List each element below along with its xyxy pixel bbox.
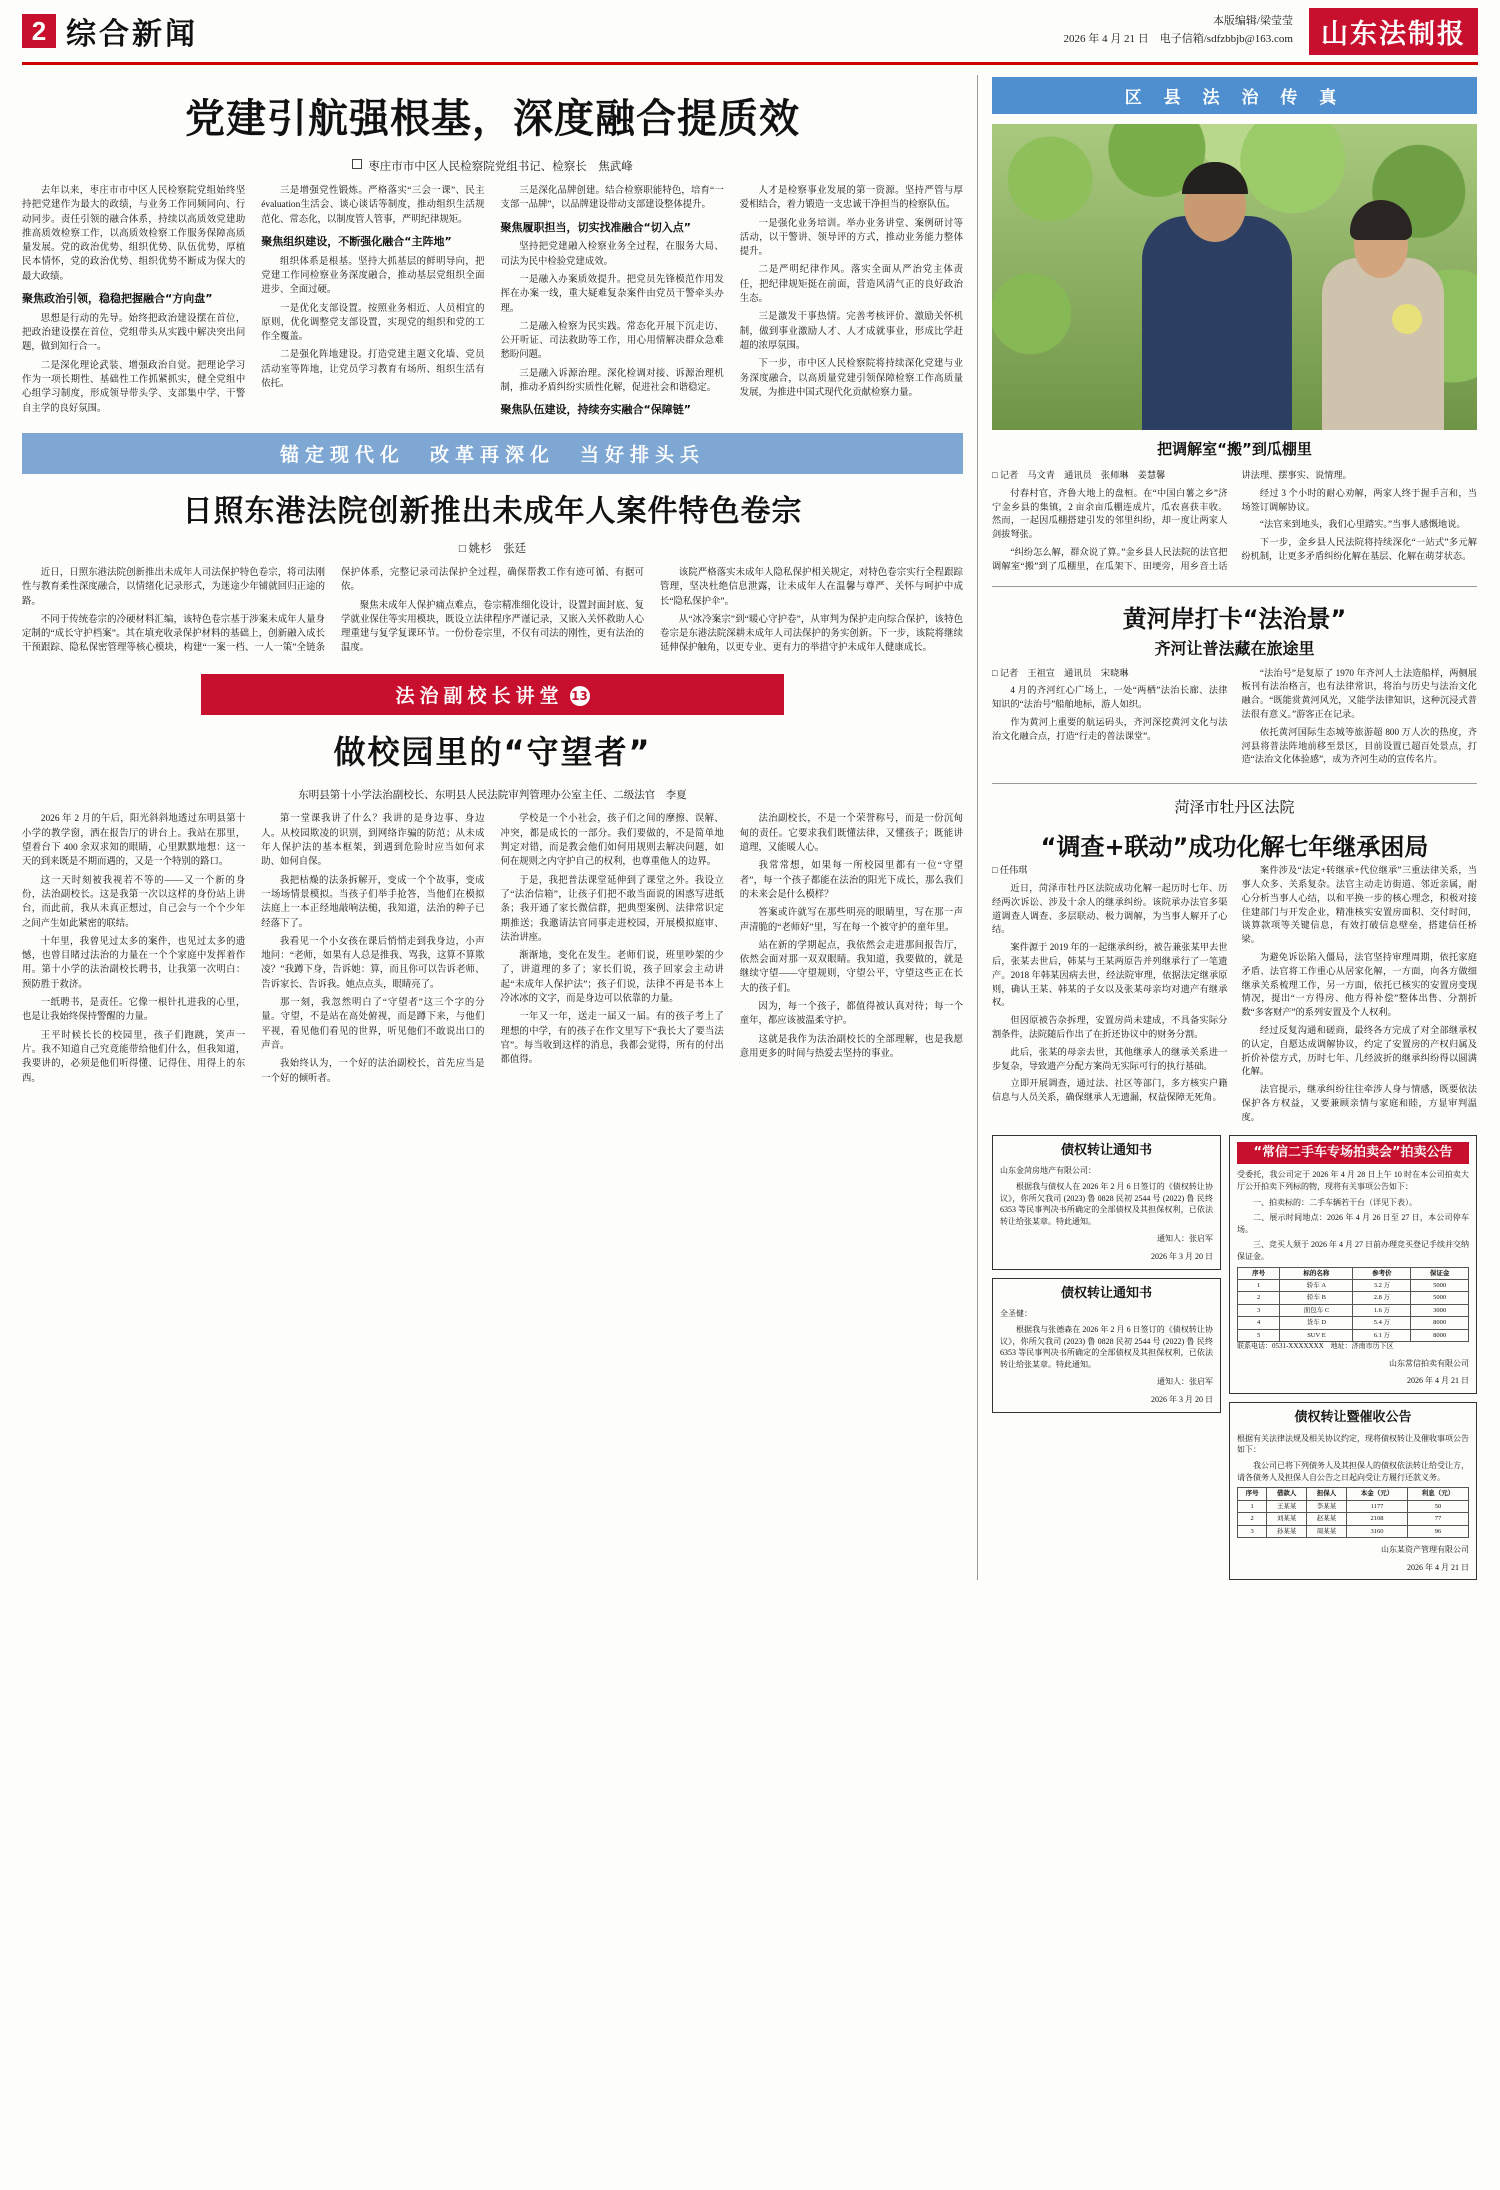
cell: 3160 xyxy=(1346,1525,1407,1537)
cell: 轿车 B xyxy=(1280,1292,1353,1304)
lead-article-body xyxy=(22,184,963,419)
column-header: 担保人 xyxy=(1307,1488,1347,1500)
cell: 3.2 万 xyxy=(1353,1279,1411,1291)
paragraph: 我看见一个小女孩在课后悄悄走到我身边，小声地问：“老师，如果有人总是推我、骂我，这算不算欺凌？”我蹲下身，告诉她：算，而且你可以告诉老师、告诉家长、告诉我。她点点头，眼睛亮了。 xyxy=(261,936,485,990)
story-two-reporters: □ 记者 王祖宣 通讯员 宋晓琳 xyxy=(992,667,1129,678)
ad-date: 2026 年 4 月 21 日 xyxy=(1407,1562,1469,1572)
ad-date: 2026 年 4 月 21 日 xyxy=(1407,1376,1469,1386)
paragraph: 组织体系是根基。坚持大抓基层的鲜明导向，把党建工作同检察业务深度融合，推动基层党组织全面进步、全面过硬。 xyxy=(261,256,485,296)
paragraph: 该院严格落实未成年人隐私保护相关规定，对特色卷宗实行全程跟踪管理，坚决杜绝信息泄露，让未成年人在温馨与尊严、关怀与呵护中成长“隐私保护伞”。 xyxy=(660,568,963,607)
cell: 1 xyxy=(1237,1279,1279,1291)
masthead-editor: 本版编辑/梁莹莹 xyxy=(1212,15,1293,28)
paragraph: 那一刻，我忽然明白了“守望者”这三个字的分量。守望，不是站在高处俯视，而是蹲下来，与他们平视，看见他们看见的世界，听见他们不敢说出口的声音。 xyxy=(261,998,485,1051)
paragraph: 二是严明纪律作风。落实全面从严治党主体责任，把纪律规矩挺在前面，营造风清气正的良好政治生态。 xyxy=(739,265,963,305)
ad-signature: 山东某资产管理有限公司 xyxy=(1381,1544,1469,1554)
paragraph: 一是优化支部设置。按照业务相近、人员相宜的原则，优化调整党支部设置，实现党的组织和党的工作全覆盖。 xyxy=(261,303,485,343)
table-row xyxy=(1237,1304,1468,1316)
paragraph: 近日，日照东港法院创新推出未成年人司法保护特色卷宗，将司法刚性与教育柔性深度融合，以情绪化记录形式，为迷途少年铺就回归正途的路。 xyxy=(22,568,325,607)
ad-title: 债权转让通知书 xyxy=(1060,1142,1152,1158)
subheading: 聚焦政治引领，稳稳把握融合“方向盘” xyxy=(22,292,213,306)
paragraph: 王平时候长长的校园里，孩子们跑跳，笑声一片。我不知道自己究竟能带给他们什么，但我知道，我要讲的，必须是他们听得懂、记得住、用得上的东西。 xyxy=(22,1030,246,1084)
paragraph: 这就是我作为法治副校长的全部理解，也是我愿意用更多的时间与热爱去坚持的事业。 xyxy=(739,1034,963,1059)
paragraph: 答案或许就写在那些明亮的眼睛里，写在那一声声清脆的“老师好”里，写在每一个被守护的童年里。 xyxy=(739,908,963,933)
news-photo xyxy=(992,124,1477,430)
cell: SUV E xyxy=(1280,1329,1353,1341)
paragraph: 三是激发干事热情。完善考核评价、激励关怀机制，做到事业激励人才、人才成就事业，形成比学赶超的浓厚氛围。 xyxy=(739,312,963,351)
lead-byline-text: 枣庄市市中区人民检察院党组书记、检察长 焦武峰 xyxy=(368,161,633,173)
ad-date: 2026 年 3 月 20 日 xyxy=(1150,1251,1213,1261)
right-story-three xyxy=(992,864,1477,1124)
paragraph: 案件源于 2019 年的一起继承纠纷，被告兼张某甲去世后，张某去世后，韩某与王某两原告并列继承行了一笔遗产。2018 年韩某因病去世，经法院审理，依据法定继承原则，确认王某、韩某的子女以及张某母亲均对遗产有继承权。 xyxy=(992,942,1228,1008)
cell: 孙某某 xyxy=(1267,1525,1307,1537)
ad-title: “常信二手车专场拍卖会”拍卖公告 xyxy=(1237,1142,1469,1165)
cell: 5000 xyxy=(1411,1292,1469,1304)
table-row xyxy=(1237,1500,1468,1512)
cell: 2.8 万 xyxy=(1353,1292,1411,1304)
table-row xyxy=(1237,1329,1468,1341)
table-header-row xyxy=(1237,1488,1468,1500)
ad-line: 全圣健： xyxy=(1000,1309,1032,1319)
paragraph: 为避免诉讼陷入僵局，法官坚持审理周期，依托家庭矛盾、法官将工作重心从居家化解，一方面，向各方做细继承关系梳理工作，另一方面，依托已核实的安置房变现情况，提出“一方得房、他方得补偿”整体出售、分割折数“多客财产”的系列安置及个人权利。 xyxy=(1241,951,1477,1018)
cell: 3 xyxy=(1237,1304,1279,1316)
paragraph: 我把枯燥的法条拆解开，变成一个个故事，变成一场场情景模拟。当孩子们举手抢答，当他们在模拟法庭上一本正经地敲响法槌，我知道，法治的种子已经落下了。 xyxy=(261,875,485,929)
ad-line: 根据有关法律法规及相关协议约定，现将债权转让及催收事项公告如下： xyxy=(1236,1433,1469,1455)
ad-line: 山东金菏房地产有限公司： xyxy=(1000,1166,1096,1176)
cell: 王某某 xyxy=(1267,1500,1307,1512)
paragraph: 人才是检察事业发展的第一资源。坚持严管与厚爱相结合，着力锻造一支忠诚干净担当的检察队伍。 xyxy=(739,186,963,211)
ad-signature: 通知人：张启军 xyxy=(1156,1377,1213,1387)
cell: 5 xyxy=(1237,1329,1279,1341)
cell: 5000 xyxy=(1411,1279,1469,1291)
article2-body xyxy=(22,566,963,658)
paragraph: 付春村官，齐鲁大地上的盘桓。在“中国白薯之乡”济宁金乡县的集镇，2 亩余亩瓜棚连成片，瓜农喜获丰收。然而，一起因瓜棚搭建引发的邻里纠纷，却一度让两家人剑拔弩张。 xyxy=(992,487,1228,540)
paragraph: “法官来到地头，我们心里踏实。”当事人感慨地说。 xyxy=(1259,519,1466,530)
paragraph: 一年又一年，送走一届又一届。有的孩子考上了理想的中学，有的孩子在作文里写下“我长大了要当法官”。每当收到这样的消息，我都会觉得，所有的付出都值得。 xyxy=(500,1012,724,1066)
masthead-info xyxy=(1063,13,1309,48)
story-two-subtitle: 齐河让普法藏在旅途里 xyxy=(1154,638,1315,658)
column-header: 借款人 xyxy=(1267,1488,1307,1500)
cell: 6.1 万 xyxy=(1353,1329,1411,1341)
cell: 面包车 C xyxy=(1280,1304,1353,1316)
cell: 货车 D xyxy=(1280,1317,1353,1329)
article2-headline: 日照东港法院创新推出未成年人案件特色卷宗 xyxy=(182,494,803,529)
paragraph: 经过 3 个小时的耐心劝解，两家人终于握手言和，当场签订调解协议。 xyxy=(1241,487,1477,512)
paragraph: 依托黄河国际生态城等旅游超 800 万人次的热度，齐河县将普法阵地前移至景区，目前设置已超百处景点，打造“法治文化体验感”，成为齐河生动的宣传名片。 xyxy=(1241,726,1477,765)
cell: 2 xyxy=(1237,1292,1279,1304)
paragraph: 近日，菏泽市牡丹区法院成功化解一起历时七年、历经两次诉讼、涉及十余人的继承纠纷。该院承办法官多渠道调查人调查、多层联动、极力调解，为当事人解开了心结。 xyxy=(992,882,1228,935)
cell: 3 xyxy=(1237,1525,1266,1537)
paragraph: 从“冰冷案宗”到“暖心守护卷”，从审判为保护走向综合保护，该特色卷宗是东港法院深耕未成年人司法保护的务实创新。下一步，该院将继续延伸保护触角，以更专业、更有力的举措守护未成年人健康成长。 xyxy=(660,614,963,654)
left-column xyxy=(22,75,977,1580)
ad-contact: 联系电话：0531-XXXXXXX 地址：济南市历下区 xyxy=(1236,1342,1394,1351)
table-row xyxy=(1237,1317,1468,1329)
lead-byline xyxy=(22,158,963,174)
ad-line: 根据我与债权人在 2026 年 2 月 6 日签订的《债权转让协议》，你所欠我司 (2023) 鲁 0828 民初 2544 号 (2022) 鲁 民终 6353 等民事判决书所确定的全部债权及其担保权利，已依法转让给张某章。特此通知。 xyxy=(1000,1181,1213,1226)
paper-logo: 山东法制报 xyxy=(1309,8,1478,55)
column-banner-badge: 13 xyxy=(570,686,590,706)
cell: 2108 xyxy=(1346,1513,1407,1525)
column-header: 标的名称 xyxy=(1280,1267,1353,1279)
masthead-date: 2026 年 4 月 21 日 xyxy=(1063,33,1149,45)
paragraph: 去年以来，枣庄市市中区人民检察院党组始终坚持把党建作为最大的政绩，与业务工作同频同向、行动同步。责任引领的融合体系，持续以高质效党建助推高质效检察工作，以高质效检察工作服务保障高质量发展。党的政治优势、组织优势、队伍优势，厚植民本情怀，党的政治优势、组织优势不断成为保大的最大政绩。 xyxy=(22,186,246,282)
paragraph: 坚持把党建融入检察业务全过程，在服务大局、司法为民中检验党建成效。 xyxy=(500,242,724,267)
column-banner xyxy=(201,674,784,715)
paragraph: 站在新的学期起点，我依然会走进那间报告厅，依然会面对那一双双眼睛。我知道，我要做的，就是继续守望——守望规则，守望公平，守望这些正在长大的孩子们。 xyxy=(739,940,963,994)
right-story-two xyxy=(992,667,1477,772)
right-column xyxy=(977,75,1477,1580)
article3-headline: 做校园里的“守望者” xyxy=(333,733,652,772)
cell: 1.6 万 xyxy=(1353,1304,1411,1316)
paragraph: 第一堂课我讲了什么？我讲的是身边事、身边人。从校园欺凌的识别，到网络诈骗的防范；从未成年人保护法的基本框架，到遇到危险时应当如何求助、如何自保。 xyxy=(261,814,485,868)
paragraph: 法官提示，继承纠纷往往牵涉人身与情感，既要依法保护各方权益，又要兼顾亲情与家庭和睦，方显审判温度。 xyxy=(1241,1084,1477,1122)
ad-line: 受委托，我公司定于 2026 年 4 月 28 日上午 10 时在本公司拍卖大厅公开拍卖下列标的物，现将有关事项公告如下： xyxy=(1236,1170,1469,1191)
ad-debt-transfer-2 xyxy=(992,1278,1221,1413)
paragraph: 因为，每一个孩子，都值得被认真对待；每一个童年，都应该被温柔守护。 xyxy=(739,1002,963,1027)
column-header: 保证金 xyxy=(1411,1267,1469,1279)
ad-auction xyxy=(1229,1135,1477,1395)
photo-person-one xyxy=(1142,216,1292,430)
paragraph: 三是融入诉源治理。深化检调对接、诉源治理机制，推动矛盾纠纷实质性化解，促进社会和谐稳定。 xyxy=(500,368,724,393)
paragraph: 聚焦未成年人保护痛点难点，卷宗精准细化设计，设置封面封底、复学就业保住等实用模块，既设立法律程序严谨记录，又嵌入关怀救助人心理重建与复学复课环节。一份份卷宗里，不仅有司法的刚性，更有法治的温度。 xyxy=(341,600,644,654)
paragraph: 但因原被告杂拆理，安置房尚未建成，不具备实际分割条件，法院随后作出了在折还协议中的财务分割。 xyxy=(992,1015,1228,1039)
page-number: 2 xyxy=(22,14,56,48)
paragraph: 二是深化理论武装、增强政治自觉。把理论学习作为一项长期性、基础性工作抓紧抓实，健全党组中心组学习制度，形成领导带头学、支部集中学、干警自主学的良好氛围。 xyxy=(22,360,246,414)
paragraph: 作为黄河上重要的航运码头，齐河深挖黄河文化与法治文化融合点，打造“行走的普法课堂”。 xyxy=(992,716,1228,741)
right-section-banner: 区 县 法 治 传 真 xyxy=(992,77,1477,114)
cell: 周某某 xyxy=(1307,1525,1347,1537)
cell: 3000 xyxy=(1411,1304,1469,1316)
paragraph: “法治号”是复原了 1970 年齐河人土法造船样，两侧展板刊有法治格言，也有法律常识，将治与历史与法治文化融合。“既能赏黄河风光，又能学法律知识，这种沉浸式普法很有意义。”游客正在记录。 xyxy=(1241,667,1477,719)
paragraph: 二是强化阵地建设。打造党建主题文化墙、党员活动室等阵地，让党员学习教育有场所、组织生活有依托。 xyxy=(261,350,485,389)
article2-byline: □ 姚杉 张廷 xyxy=(458,543,527,555)
table-row xyxy=(1237,1513,1468,1525)
paragraph: 案件涉及“法定+转继承+代位继承”三重法律关系，当事人众多、关系复杂。法官主动走访街道、邻近亲属，耐心分析当事人心结，以和平换一步的核心理念，积极对接住建部门与开发企业，精准核实安置房面积、交付时间，谈算款项等关键信息，有效打破信息壁垒，搭建信任桥梁。 xyxy=(1241,865,1477,945)
article3-byline: 东明县第十小学法治副校长、东明县人民法院审判管理办公室主任、二级法官 李夏 xyxy=(298,790,687,802)
story-two-title: 黄河岸打卡“法治景” xyxy=(1122,604,1347,633)
cell: 5.4 万 xyxy=(1353,1317,1411,1329)
cell: 轿车 A xyxy=(1280,1279,1353,1291)
paragraph: 经过反复沟通和磋商，最终各方完成了对全部继承权的认定，自愿达成调解协议，约定了安置房的产权归属及折价补偿方式，历时七年、几经波折的继承纠纷得以圆满化解。 xyxy=(1241,1024,1477,1077)
paragraph: 此后，张某的母亲去世，其他继承人的继承关系进一步复杂，导致遗产分配方案尚无实际可行的执行基础。 xyxy=(992,1046,1228,1071)
campaign-banner: 锚定现代化 改革再深化 当好排头兵 xyxy=(22,433,963,474)
column-header: 参考价 xyxy=(1353,1267,1411,1279)
story-one-reporters: □ 记者 马文青 通讯员 张师琳 姜慧馨 xyxy=(992,470,1166,480)
story-three-reporters: □ 任伟琪 xyxy=(992,865,1028,876)
ad-line: 二、展示时间地点：2026 年 4 月 26 日至 27 日，本公司停车场。 xyxy=(1236,1213,1469,1234)
ad-debt-transfer-1 xyxy=(992,1135,1221,1270)
story-three-org: 菏泽市牡丹区法院 xyxy=(1174,798,1295,817)
column-header: 序号 xyxy=(1237,1488,1266,1500)
ad-debt-collection xyxy=(1229,1402,1477,1580)
photo-caption: 把调解室“搬”到瓜棚里 xyxy=(1157,440,1312,458)
ad-line: 一、拍卖标的：二手车辆若干台（详见下表）。 xyxy=(1252,1197,1417,1207)
photo-person-two xyxy=(1322,258,1444,430)
paragraph: 立即开展调查，通过法、社区等部门，多方核实户籍信息与人员关系，确保继承人无遗漏，权益保障无死角。 xyxy=(992,1078,1228,1103)
section-title: 综合新闻 xyxy=(66,17,198,52)
auction-table xyxy=(1237,1267,1469,1343)
cell: 8000 xyxy=(1411,1329,1469,1341)
classified-ads xyxy=(992,1135,1477,1581)
subheading: 聚焦队伍建设，持续夯实融合“保障链” xyxy=(500,403,691,417)
cell: 4 xyxy=(1237,1317,1279,1329)
cell: 1 xyxy=(1237,1500,1266,1512)
paragraph: “纠纷怎么解，群众说了算。”金乡县人民法院的法官把调解室“搬”到了瓜棚里，在瓜架下、田埂旁，用乡音土话讲法理、摆事实、说情理。 xyxy=(992,470,1352,571)
paragraph: 一纸聘书，是责任。它像一根针扎进我的心里，也是让我始终保持警醒的力量。 xyxy=(22,998,246,1023)
ad-title: 债权转让通知书 xyxy=(1060,1285,1152,1301)
divider xyxy=(992,586,1477,587)
paragraph: 于是，我把普法课堂延伸到了课堂之外。我设立了“法治信箱”，让孩子们把不敢当面说的困惑写进纸条；我开通了家长微信群，把典型案例、法律常识定期推送；我邀请法官同事走进校园，开展模拟庭审、法治讲座。 xyxy=(500,875,724,943)
lead-headline: 党建引航强根基，深度融合提质效 xyxy=(185,96,800,142)
paragraph: 4 月的齐河红心广场上，一处“两栖”法治长廊、法律知识的“法治号”船舶地标，游人如织。 xyxy=(992,685,1228,710)
story-three-title: “调查+联动”成功化解七年继承困局 xyxy=(1040,833,1429,862)
column-header: 利息（元） xyxy=(1407,1488,1468,1500)
paragraph: 法治副校长，不是一个荣誉称号，而是一份沉甸甸的责任。它要求我们既懂法律，又懂孩子；既能讲道理，又能暖人心。 xyxy=(739,814,963,854)
ad-title: 债权转让暨催收公告 xyxy=(1294,1410,1412,1426)
photo-melon xyxy=(1392,304,1422,334)
paragraph: 渐渐地，变化在发生。老师们说，班里吵架的少了，讲道理的多了；家长们说，孩子回家会主动讲起“未成年人保护法”；孩子们说，法律不再是书本上冷冰冰的文字，而是身边可以依靠的力量。 xyxy=(500,951,724,1005)
subheading: 聚焦履职担当，切实找准融合“切入点” xyxy=(500,220,691,234)
table-row xyxy=(1237,1292,1468,1304)
table-header-row xyxy=(1237,1267,1468,1279)
column-banner-text: 法治副校长讲堂 xyxy=(395,685,564,708)
paragraph: 一是融入办案质效提升。把党员先锋模范作用发挥在办案一线，重大疑难复杂案件由党员干警牵头办理。 xyxy=(500,274,724,314)
cell: 77 xyxy=(1407,1513,1468,1525)
masthead-email: 电子信箱/sdfzbbjb@163.com xyxy=(1159,33,1293,45)
article3-body xyxy=(22,812,963,1085)
paragraph: 下一步，市中区人民检察院将持续深化党建与业务深度融合，以高质量党建引领保障检察工作高质量发展，为推进中国式现代化贡献检察力量。 xyxy=(739,359,963,398)
debt-table xyxy=(1237,1487,1469,1538)
table-row xyxy=(1237,1279,1468,1291)
paragraph: 学校是一个小社会，孩子们之间的摩擦、误解、冲突，都是成长的一部分。我们要做的，不是简单地判定对错，而是教会他们如何用规则去解决问题，如何在规则之内守护自己的权利，也尊重他人的边界。 xyxy=(500,814,724,868)
right-story-one xyxy=(992,469,1477,574)
ad-line: 根据我与张德森在 2026 年 2 月 6 日签订的《债权转让协议》，你所欠我司 (2023) 鲁 0828 民初 2544 号 (2022) 鲁 民终 6353 等民事判决书所确定的全部债权及其担保权利，已依法转让给张某章。特此通知。 xyxy=(1000,1324,1213,1369)
cell: 赵某某 xyxy=(1307,1513,1347,1525)
paragraph: 这一天时刻被我视若不等的——又一个新的身份，法治副校长。这是我第一次以这样的身份站上讲台，而此前，我从未真正想过，自己会与一个个少年之间产生如此紧密的联结。 xyxy=(22,875,246,929)
cell: 1177 xyxy=(1346,1500,1407,1512)
divider xyxy=(992,783,1477,784)
cell: 8000 xyxy=(1411,1317,1469,1329)
column-header: 序号 xyxy=(1237,1267,1279,1279)
cell: 2 xyxy=(1237,1513,1266,1525)
page-body xyxy=(22,75,1478,1580)
ad-signature: 山东常信拍卖有限公司 xyxy=(1389,1358,1469,1368)
paragraph: 我始终认为，一个好的法治副校长，首先应当是一个好的倾听者。 xyxy=(261,1059,485,1084)
paragraph: 思想是行动的先导。始终把政治建设摆在首位，把政治建设摆在首位，党组带头从实践中解决突出问题，做到知行合一。 xyxy=(22,313,246,353)
cell: 李某某 xyxy=(1307,1500,1347,1512)
paragraph: 下一步，金乡县人民法院将持续深化“一站式”多元解纷机制，让更多矛盾纠纷化解在基层、化解在萌芽状态。 xyxy=(1241,537,1477,561)
masthead xyxy=(22,0,1478,65)
table-row xyxy=(1237,1525,1468,1537)
ad-line: 三、竞买人须于 2026 年 4 月 27 日前办理竞买登记手续并交纳保证金。 xyxy=(1236,1240,1469,1261)
paragraph: 我常常想，如果每一所校园里都有一位“守望者”，每一个孩子都能在法治的阳光下成长，那么我们的未来会是什么模样？ xyxy=(739,861,963,900)
ad-line: 我公司已将下列债务人及其担保人的债权依法转让给受让方，请各债务人及担保人自公告之日起向受让方履行还款义务。 xyxy=(1236,1461,1469,1482)
cell: 刘某某 xyxy=(1267,1513,1307,1525)
ad-date: 2026 年 3 月 20 日 xyxy=(1150,1394,1213,1404)
cell: 96 xyxy=(1407,1525,1468,1537)
paragraph: 不同于传统卷宗的冷硬材料汇编，该特色卷宗基于涉案未成年人量身定制的“成长守护档案”。其在填充收录保护材料的基础上，创新融入成长干预跟踪、隐私保密管理等核心模块，构建“一案一档、一人一策”全链条保护体系，完整记录司法保护全过程，确保帮教工作有迹可循、有据可依。 xyxy=(22,568,644,654)
paragraph: 二是融入检察为民实践。常态化开展下沉走访、公开听证、司法救助等工作，用心用情解决群众急难愁盼问题。 xyxy=(500,321,724,361)
cell: 50 xyxy=(1407,1500,1468,1512)
column-header: 本金（元） xyxy=(1346,1488,1407,1500)
paragraph: 三是增强党性锻炼。严格落实“三会一课”、民主évaluation生活会、谈心谈话等制度，推动组织生活规范化、常态化，以制度管人管事，严明纪律规矩。 xyxy=(261,186,485,225)
subheading: 聚焦组织建设，不断强化融合“主阵地” xyxy=(261,234,452,248)
paragraph: 2026 年 2 月的午后，阳光斜斜地透过东明县第十小学的教学窗，洒在报告厅的讲台上。我站在那里，望着台下 400 余双求知的眼睛，心里默默地想：这一天的到来既是不期而遇的，又是一个特别的路口。 xyxy=(22,814,246,868)
paragraph: 一是强化业务培训。举办业务讲堂、案例研讨等活动，以干警讲、领导评的方式，推动业务能力整体提升。 xyxy=(739,218,963,258)
paragraph: 十年里，我曾见过太多的案件，也见过太多的遗憾，也曾目睹过法治的力量在一个个家庭中发挥着作用。第十小学的法治副校长聘书，让我第一次明白：预防胜于救济。 xyxy=(22,936,246,990)
square-icon xyxy=(352,159,362,169)
paragraph: 三是深化品牌创建。结合检察职能特色，培育“一支部一品牌”，以品牌建设带动支部建设整体提升。 xyxy=(500,186,724,211)
ad-signature: 通知人：张启军 xyxy=(1156,1234,1213,1244)
